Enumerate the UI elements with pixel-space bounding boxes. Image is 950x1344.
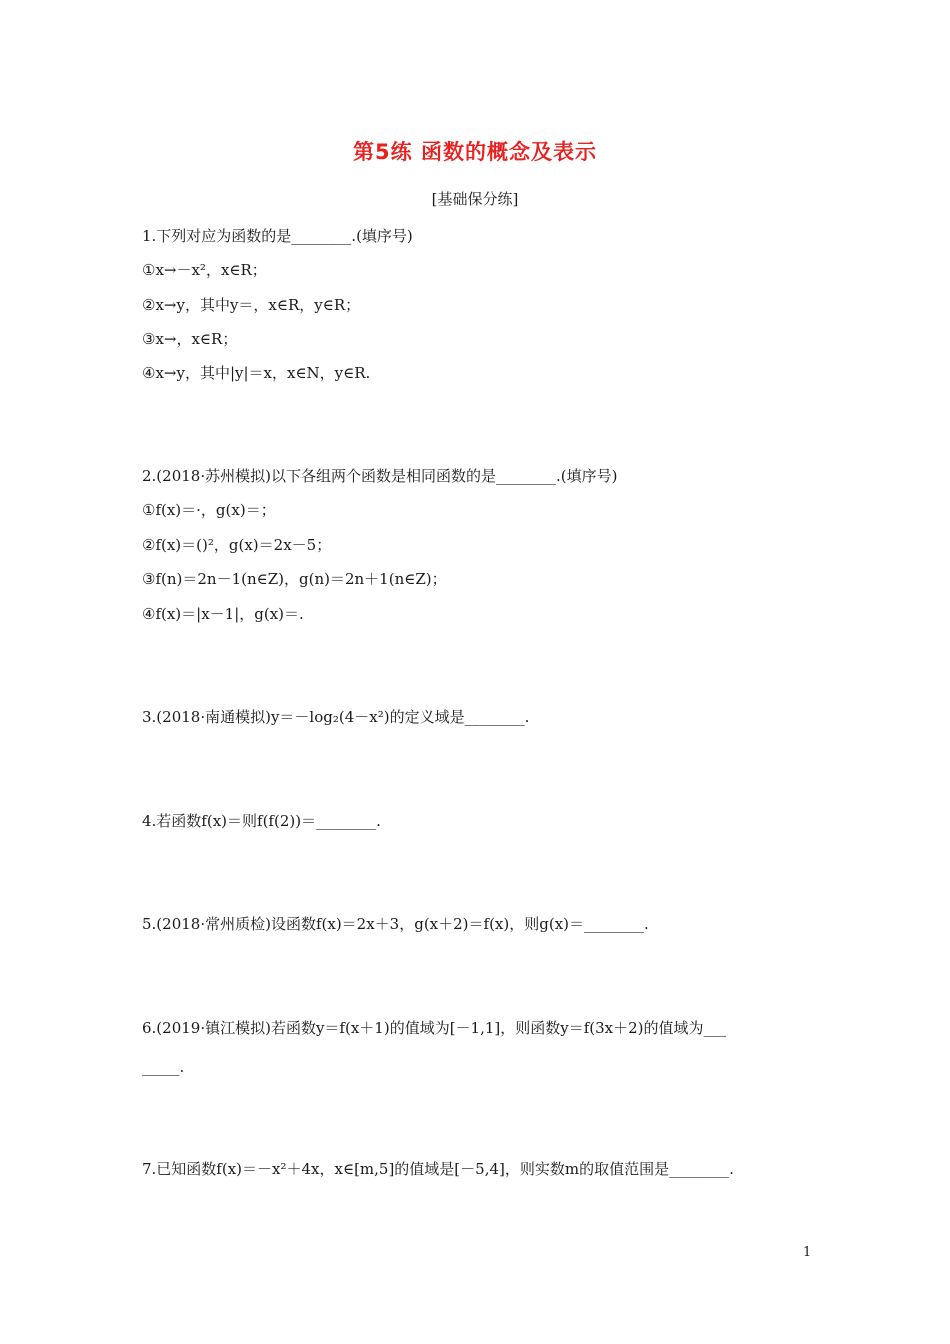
question-1-option-4: ④x→y，其中|y|＝x，x∈N，y∈R. xyxy=(142,364,371,382)
question-1: 1.下列对应为函数的是________.(填序号) xyxy=(142,227,413,245)
question-7: 7.已知函数f(x)＝－x²＋4x，x∈[m,5]的值域是[－5,4]，则实数m的取值范围是________. xyxy=(142,1160,734,1178)
question-6: 6.(2019·镇江模拟)若函数y＝f(x＋1)的值域为[－1,1]，则函数y＝f(3x＋2)的值域为___ xyxy=(142,1019,727,1037)
question-6-continued: _____. xyxy=(142,1058,185,1076)
question-2-option-1: ①f(x)＝·，g(x)＝； xyxy=(142,501,276,519)
question-1-option-1: ①x→－x²，x∈R； xyxy=(142,261,267,279)
question-3: 3.(2018·南通模拟)y＝－log₂(4－x²)的定义域是________. xyxy=(142,708,530,726)
question-2-option-3: ③f(n)＝2n－1(n∈Z)，g(n)＝2n＋1(n∈Z)； xyxy=(142,570,447,588)
question-2: 2.(2018·苏州模拟)以下各组两个函数是相同函数的是________.(填序号) xyxy=(142,467,618,485)
page-title: 第5练 函数的概念及表示 xyxy=(353,140,597,164)
question-2-option-4: ④f(x)＝|x－1|，g(x)＝. xyxy=(142,605,304,623)
question-1-option-3: ③x→，x∈R； xyxy=(142,330,238,348)
question-4: 4.若函数f(x)＝则f(f(2))＝________. xyxy=(142,812,381,830)
section-label: [基础保分练] xyxy=(431,190,519,208)
question-1-option-2: ②x→y，其中y＝，x∈R，y∈R； xyxy=(142,296,361,314)
page-number: 1 xyxy=(803,1245,812,1260)
question-2-option-2: ②f(x)＝()²，g(x)＝2x－5； xyxy=(142,536,332,554)
question-5: 5.(2018·常州质检)设函数f(x)＝2x＋3，g(x＋2)＝f(x)，则g(x)＝________. xyxy=(142,915,649,933)
